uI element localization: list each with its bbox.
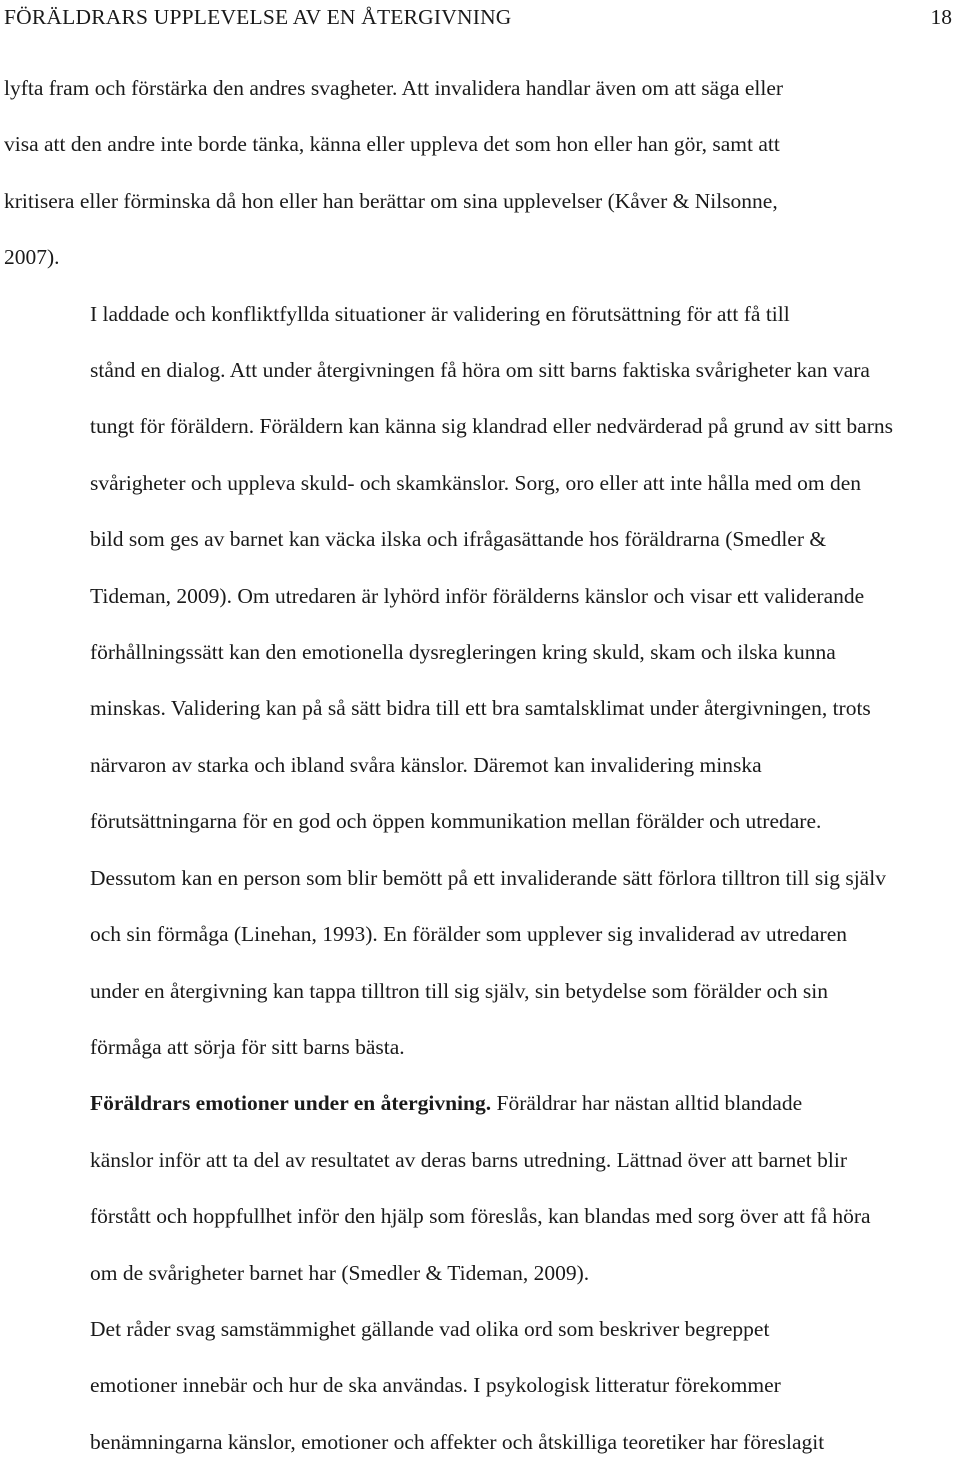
text-line: närvaron av starka och ibland svåra känslor. Däremot kan invalidering minska — [90, 752, 762, 777]
text-line: förmåga att sörja för sitt barns bästa. — [90, 1034, 405, 1059]
text-line: stånd en dialog. Att under återgivningen få höra om sitt barns faktiska svårigheter kan vara — [90, 358, 870, 383]
text-line — [4, 1075, 944, 1131]
text-line: Dessutom kan en person som blir bemött på ett invaliderande sätt förlora tilltron till sig själv — [90, 865, 886, 890]
text-line: lyfta fram och förstärka den andres svagheter. Att invalidera handlar även om att säga eller — [4, 76, 784, 100]
text-line: benämningarna känslor, emotioner och affekter och åtskilliga teoretiker har föreslagit — [90, 1429, 825, 1454]
text-line: förstått och hoppfullhet inför den hjälp som föreslås, kan blandas med sorg över att få höra — [90, 1204, 871, 1229]
text-line: om de svårigheter barnet har (Smedler & Tideman, 2009). — [90, 1260, 590, 1285]
paragraph-3 — [4, 1075, 944, 1301]
text-line: tungt för föräldern. Föräldern kan känna sig klandrad eller nedvärderad på grund av sitt barns — [90, 414, 893, 439]
running-title: FÖRÄLDRARS UPPLEVELSE AV EN ÅTERGIVNING — [4, 5, 512, 29]
text-line: visa att den andre inte borde tänka, känna eller uppleva det som hon eller han gör, samt att — [4, 132, 780, 157]
text-line: 2007). — [4, 245, 60, 270]
text-line: förutsättningarna för en god och öppen kommunikation mellan förälder och utredare. — [90, 809, 822, 834]
text-line: känslor inför att ta del av resultatet av deras barns utredning. Lättnad över att barnet blir — [90, 1147, 848, 1172]
text-line: och sin förmåga (Linehan, 1993). En förälder som upplever sig invaliderad av utredaren — [90, 922, 848, 947]
running-head — [4, 4, 952, 30]
text-line: minskas. Validering kan på så sätt bidra till ett bra samtalsklimat under återgivningen, trots — [90, 696, 871, 721]
text-line: Det råder svag samstämmighet gällande vad olika ord som beskriver begreppet — [90, 1316, 770, 1341]
text-line: I laddade och konfliktfyllda situationer är validering en förutsättning för att få till — [90, 301, 790, 326]
text-line: kritisera eller förminska då hon eller han berättar om sina upplevelser (Kåver & Nilsonne, — [4, 188, 778, 213]
text-line: under en återgivning kan tappa tilltron till sig själv, sin betydelse som förälder och sin — [90, 978, 829, 1003]
text-line: Tideman, 2009). Om utredaren är lyhörd inför förälderns känslor och visar ett validerande — [90, 583, 865, 608]
text-line: förhållningssätt kan den emotionella dysregleringen kring skuld, skam och ilska kunna — [90, 640, 836, 665]
text-line: emotioner innebär och hur de ska användas. I psykologisk litteratur förekommer — [90, 1373, 781, 1398]
page-number: 18 — [930, 5, 952, 29]
body-text — [4, 60, 944, 1470]
text-line: svårigheter och uppleva skuld- och skamkänslor. Sorg, oro eller att inte hålla med om den — [90, 470, 862, 495]
text-line: bild som ges av barnet kan väcka ilska och ifrågasättande hos föräldrarna (Smedler & — [90, 527, 827, 552]
section-heading: Föräldrars emotioner under en återgivning. — [90, 1091, 492, 1116]
paragraph-4 — [4, 1301, 944, 1470]
text-run: Föräldrar har nästan alltid blandade — [491, 1091, 803, 1116]
paragraph-2 — [4, 286, 944, 1076]
paragraph-1 — [4, 60, 944, 286]
